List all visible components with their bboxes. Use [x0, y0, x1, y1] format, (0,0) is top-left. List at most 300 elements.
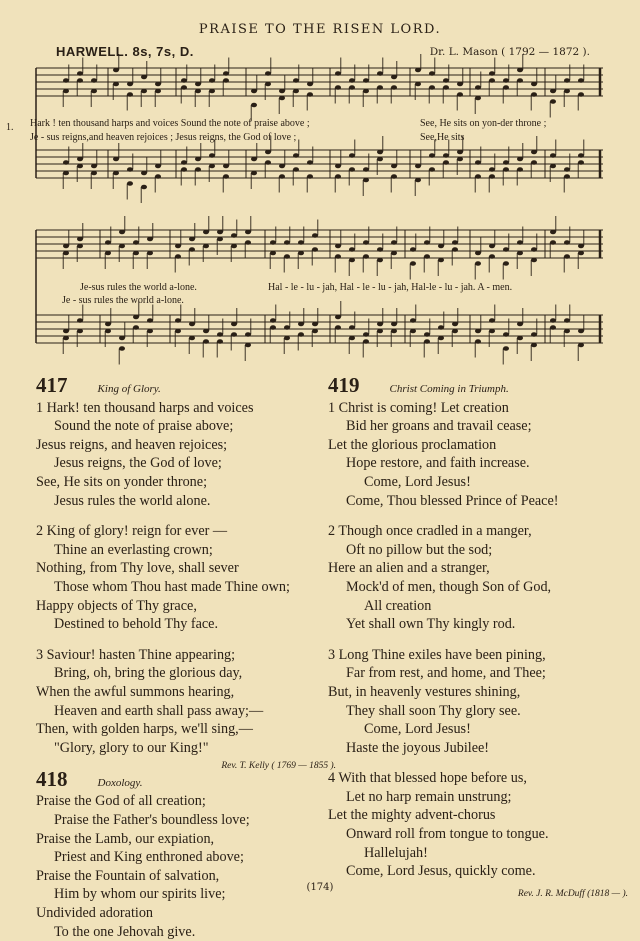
stanza-line: 3 Long Thine exiles have been pining,: [328, 646, 546, 663]
stanza-line: But, in heavenly vestures shining,: [328, 683, 521, 700]
note-head: [307, 92, 313, 97]
note-head: [363, 339, 369, 344]
note-head: [424, 254, 430, 259]
note-head: [457, 92, 463, 97]
note-head: [217, 237, 223, 242]
note-head: [564, 89, 570, 94]
note-head: [531, 332, 537, 337]
note-head: [391, 329, 397, 334]
note-head: [452, 247, 458, 252]
note-head: [550, 153, 556, 158]
note-head: [443, 153, 449, 158]
note-head: [127, 92, 133, 97]
note-head: [410, 247, 416, 252]
note-head: [147, 329, 153, 334]
note-head: [270, 325, 276, 330]
stanza-line: Let the mighty advent-chorus: [328, 807, 496, 824]
hymn-417-header: [36, 373, 336, 399]
note-head: [223, 78, 229, 83]
stanza-line: See, He sits on yonder throne;: [36, 473, 208, 490]
stanza-line: Praise the Father's boundless love;: [54, 812, 250, 829]
hymn-417-text: [36, 399, 336, 758]
stanza-line: Bring, oh, bring the glorious day,: [54, 665, 243, 682]
note-head: [265, 71, 271, 76]
note-head: [279, 96, 285, 101]
hymn-number: 418: [36, 766, 68, 791]
stanza-line: Come, Lord Jesus, quickly come.: [346, 863, 536, 880]
stanza-line: Oft no pillow but the sod;: [346, 541, 493, 558]
note-head: [578, 160, 584, 165]
note-head: [410, 261, 416, 266]
hymn-subtitle: Doxology.: [97, 776, 143, 789]
stanza-line: 1 Hark! ten thousand harps and voices: [36, 399, 254, 416]
lyric-line-1b: Je - sus reigns,and heaven rejoices ; Jesus reigns, the God of love ;: [30, 132, 297, 143]
note-head: [147, 237, 153, 242]
note-head: [231, 233, 237, 238]
note-head: [113, 171, 119, 176]
note-head: [531, 92, 537, 97]
note-head: [91, 171, 97, 176]
note-head: [503, 332, 509, 337]
note-head: [349, 258, 355, 263]
note-head: [245, 343, 251, 348]
note-head: [475, 160, 481, 165]
note-head: [279, 174, 285, 179]
note-head: [457, 150, 463, 155]
stanza-line: Him by whom our spirits live;: [54, 886, 226, 903]
note-head: [452, 329, 458, 334]
lyric-line-1a: Hark ! ten thousand harps and voices Sound the note of praise above ;: [30, 118, 310, 129]
note-head: [77, 157, 83, 162]
note-head: [391, 174, 397, 179]
note-head: [550, 325, 556, 330]
note-head: [251, 171, 257, 176]
note-head: [475, 174, 481, 179]
note-head: [349, 85, 355, 90]
note-head: [550, 164, 556, 169]
note-head: [119, 336, 125, 341]
note-head: [279, 89, 285, 94]
note-head: [517, 78, 523, 83]
hymn-number: 419: [328, 373, 360, 397]
note-head: [503, 167, 509, 172]
note-head: [245, 240, 251, 245]
note-head: [363, 240, 369, 245]
note-head: [284, 240, 290, 245]
note-head: [531, 82, 537, 87]
note-head: [265, 82, 271, 87]
stanza-line: Priest and King enthroned above;: [54, 849, 244, 866]
note-head: [312, 329, 318, 334]
note-head: [155, 174, 161, 179]
note-head: [189, 336, 195, 341]
note-head: [77, 78, 83, 83]
note-head: [293, 153, 299, 158]
note-head: [391, 75, 397, 80]
note-head: [181, 85, 187, 90]
note-head: [517, 336, 523, 341]
stanza-line: Let no harp remain unstrung;: [346, 788, 512, 805]
note-head: [284, 254, 290, 259]
note-head: [155, 89, 161, 94]
stanza-line: Haste the joyous Jubilee!: [346, 739, 490, 756]
stanza-line: Bid her groans and travail cease;: [346, 418, 532, 435]
note-head: [363, 78, 369, 83]
note-head: [119, 346, 125, 351]
note-head: [105, 322, 111, 327]
note-head: [298, 240, 304, 245]
note-head: [113, 157, 119, 162]
composer-credit: Dr. L. Mason ( 1792 — 1872 ).: [429, 46, 590, 58]
note-head: [195, 157, 201, 162]
stanza-line: Destined to behold Thy face.: [54, 616, 219, 633]
note-head: [133, 315, 139, 320]
lyric-line-2b: Je - sus rules the world a-lone.: [62, 295, 184, 306]
note-head: [155, 82, 161, 87]
note-head: [550, 230, 556, 235]
note-head: [531, 258, 537, 263]
note-head: [349, 325, 355, 330]
stanza-line: Happy objects of Thy grace,: [36, 597, 197, 614]
note-head: [209, 89, 215, 94]
note-head: [424, 332, 430, 337]
note-head: [223, 174, 229, 179]
note-head: [284, 336, 290, 341]
note-head: [279, 164, 285, 169]
hymn-subtitle: King of Glory.: [97, 383, 161, 395]
note-head: [195, 82, 201, 87]
note-head: [293, 78, 299, 83]
note-head: [284, 325, 290, 330]
note-head: [77, 244, 83, 249]
note-head: [189, 237, 195, 242]
stanza: [328, 769, 628, 881]
note-head: [564, 254, 570, 259]
note-head: [438, 258, 444, 263]
stanza-line: 2 King of glory! reign for ever —: [36, 523, 228, 540]
note-head: [531, 150, 537, 155]
note-head: [429, 153, 435, 158]
note-head: [91, 164, 97, 169]
stanza-line: Come, Lord Jesus!: [364, 473, 471, 490]
stanza-line: Jesus rules the world alone.: [54, 492, 211, 509]
note-head: [91, 78, 97, 83]
note-head: [489, 254, 495, 259]
note-head: [349, 78, 355, 83]
note-head: [147, 251, 153, 256]
note-head: [127, 181, 133, 186]
stanza-line: Far from rest, and home, and Thee;: [346, 665, 546, 682]
note-head: [564, 174, 570, 179]
note-head: [195, 89, 201, 94]
tune-name: HARWELL. 8s, 7s, D.: [56, 44, 194, 59]
note-head: [377, 150, 383, 155]
note-head: [391, 322, 397, 327]
stanza-line: Undivided adoration: [36, 905, 154, 922]
note-head: [203, 329, 209, 334]
note-head: [203, 339, 209, 344]
note-head: [127, 167, 133, 172]
note-head: [335, 174, 341, 179]
note-head: [245, 332, 251, 337]
note-head: [517, 157, 523, 162]
note-head: [475, 339, 481, 344]
note-head: [410, 318, 416, 323]
note-head: [217, 332, 223, 337]
stanza: [328, 646, 628, 758]
stanza-line: They shall soon Thy glory see.: [346, 702, 521, 719]
note-head: [489, 318, 495, 323]
note-head: [63, 251, 69, 256]
stanza-line: Yet shall own Thy kingly rod.: [346, 616, 516, 633]
note-head: [119, 230, 125, 235]
note-head: [63, 329, 69, 334]
note-head: [424, 240, 430, 245]
note-head: [141, 185, 147, 190]
stanza-line: Sound the note of praise above;: [54, 418, 234, 435]
note-head: [415, 68, 421, 73]
lyric-line-2a-end: Hal - le - lu - jah, Hal - le - lu - jah, Hal-le - lu - jah. A - men.: [268, 282, 513, 293]
note-head: [410, 329, 416, 334]
note-head: [475, 261, 481, 266]
note-head: [377, 71, 383, 76]
note-head: [293, 89, 299, 94]
note-head: [349, 153, 355, 158]
note-head: [175, 254, 181, 259]
stanza-line: Onward roll from tongue to tongue.: [346, 826, 549, 843]
note-head: [335, 325, 341, 330]
note-head: [181, 160, 187, 165]
note-head: [312, 233, 318, 238]
note-head: [312, 322, 318, 327]
note-head: [443, 78, 449, 83]
stanza-line: Let the glorious proclamation: [328, 436, 497, 453]
note-head: [113, 68, 119, 73]
note-head: [489, 167, 495, 172]
stanza-line: Hallelujah!: [364, 844, 428, 861]
note-head: [105, 251, 111, 256]
note-head: [503, 346, 509, 351]
note-head: [517, 68, 523, 73]
note-head: [415, 82, 421, 87]
note-head: [335, 244, 341, 249]
note-head: [564, 240, 570, 245]
note-head: [141, 89, 147, 94]
stanza-line: When the awful summons hearing,: [36, 683, 235, 700]
note-head: [578, 153, 584, 158]
note-head: [77, 164, 83, 169]
right-column: [328, 373, 628, 903]
hymn-419-header: [328, 373, 628, 399]
note-head: [231, 322, 237, 327]
note-head: [307, 174, 313, 179]
note-head: [63, 171, 69, 176]
hymn-subtitle: Christ Coming in Triumph.: [389, 383, 509, 395]
note-head: [203, 244, 209, 249]
note-head: [517, 167, 523, 172]
note-head: [307, 82, 313, 87]
note-head: [203, 230, 209, 235]
note-head: [91, 89, 97, 94]
note-head: [475, 85, 481, 90]
note-head: [517, 240, 523, 245]
stanza-line: Thine an everlasting crown;: [54, 541, 213, 558]
note-head: [415, 164, 421, 169]
note-head: [335, 315, 341, 320]
note-head: [363, 167, 369, 172]
note-head: [155, 164, 161, 169]
note-head: [438, 336, 444, 341]
note-head: [189, 322, 195, 327]
stanza-line: Here an alien and a stranger,: [328, 560, 490, 577]
note-head: [391, 251, 397, 256]
note-head: [503, 247, 509, 252]
note-head: [209, 164, 215, 169]
note-head: [133, 240, 139, 245]
note-head: [217, 339, 223, 344]
note-head: [105, 240, 111, 245]
note-head: [438, 325, 444, 330]
note-head: [335, 164, 341, 169]
note-head: [429, 85, 435, 90]
note-head: [391, 240, 397, 245]
note-head: [377, 85, 383, 90]
note-head: [223, 164, 229, 169]
note-head: [503, 160, 509, 165]
note-head: [175, 329, 181, 334]
stanza-line: Come, Thou blessed Prince of Peace!: [346, 492, 559, 509]
note-head: [564, 167, 570, 172]
note-head: [517, 251, 523, 256]
music-score: [0, 0, 640, 370]
stanza: [328, 522, 628, 634]
stanza: [328, 399, 628, 511]
note-head: [391, 164, 397, 169]
hymn-419-text: [328, 399, 628, 881]
stanza: [36, 522, 336, 634]
note-head: [147, 318, 153, 323]
note-head: [391, 85, 397, 90]
note-head: [578, 92, 584, 97]
stanza-line: Come, Lord Jesus!: [364, 721, 471, 738]
hymn-418-text: [36, 792, 336, 941]
note-head: [531, 247, 537, 252]
stanza-line: Hope restore, and faith increase.: [346, 455, 530, 472]
note-head: [133, 325, 139, 330]
note-head: [550, 318, 556, 323]
note-head: [307, 160, 313, 165]
note-head: [363, 332, 369, 337]
stanza-line: "Glory, glory to our King!": [54, 739, 209, 756]
note-head: [489, 329, 495, 334]
stanza: [36, 792, 336, 941]
note-head: [217, 230, 223, 235]
note-head: [270, 251, 276, 256]
note-head: [298, 251, 304, 256]
note-head: [443, 85, 449, 90]
note-head: [531, 160, 537, 165]
stanza-line: Mock'd of men, though Son of God,: [346, 578, 552, 595]
stanza-line: Praise the Lamb, our expiation,: [36, 830, 215, 847]
stanza-line: 3 Saviour! hasten Thine appearing;: [36, 646, 236, 663]
note-head: [175, 244, 181, 249]
note-head: [181, 78, 187, 83]
page-number: (174): [306, 882, 334, 893]
note-head: [363, 254, 369, 259]
note-head: [363, 178, 369, 183]
note-head: [503, 78, 509, 83]
note-head: [141, 171, 147, 176]
lyric-line-1b-end: See,He sits: [420, 132, 465, 143]
note-head: [335, 254, 341, 259]
note-head: [452, 240, 458, 245]
note-head: [452, 322, 458, 327]
note-head: [429, 167, 435, 172]
note-head: [251, 89, 257, 94]
stanza-line: Jesus reigns, and heaven rejoices;: [36, 436, 228, 453]
note-head: [489, 78, 495, 83]
note-head: [119, 244, 125, 249]
stanza-line: Nothing, from Thy love, shall sever: [36, 560, 239, 577]
note-head: [77, 71, 83, 76]
note-head: [312, 247, 318, 252]
note-head: [457, 157, 463, 162]
note-head: [270, 318, 276, 323]
note-head: [424, 339, 430, 344]
note-head: [113, 82, 119, 87]
note-head: [209, 78, 215, 83]
stanza-line: 1 Christ is coming! Let creation: [328, 399, 509, 416]
note-head: [265, 150, 271, 155]
note-head: [564, 318, 570, 323]
note-head: [77, 329, 83, 334]
note-head: [63, 78, 69, 83]
note-head: [377, 329, 383, 334]
stanza-line: Heaven and earth shall pass away;—: [54, 702, 264, 719]
note-head: [578, 343, 584, 348]
note-head: [377, 157, 383, 162]
hymn-attribution: Rev. T. Kelly ( 1769 — 1855 ).: [221, 761, 336, 772]
note-head: [578, 244, 584, 249]
note-head: [475, 251, 481, 256]
note-head: [251, 103, 257, 108]
note-head: [298, 332, 304, 337]
hymn-number: 417: [36, 373, 68, 397]
note-head: [489, 71, 495, 76]
note-head: [77, 318, 83, 323]
note-head: [564, 329, 570, 334]
note-head: [349, 247, 355, 252]
note-head: [195, 167, 201, 172]
note-head: [550, 89, 556, 94]
stanza-line: 4 With that blessed hope before us,: [328, 770, 527, 787]
note-head: [141, 75, 147, 80]
note-head: [77, 237, 83, 242]
note-head: [105, 329, 111, 334]
note-head: [245, 230, 251, 235]
note-head: [377, 258, 383, 263]
note-head: [63, 160, 69, 165]
note-head: [265, 160, 271, 165]
stanza: [36, 399, 336, 511]
verse-number: 1.: [6, 122, 14, 133]
note-head: [531, 343, 537, 348]
note-head: [489, 174, 495, 179]
note-head: [133, 251, 139, 256]
stanza-line: Praise the God of all creation;: [36, 793, 206, 810]
note-head: [578, 78, 584, 83]
note-head: [335, 71, 341, 76]
